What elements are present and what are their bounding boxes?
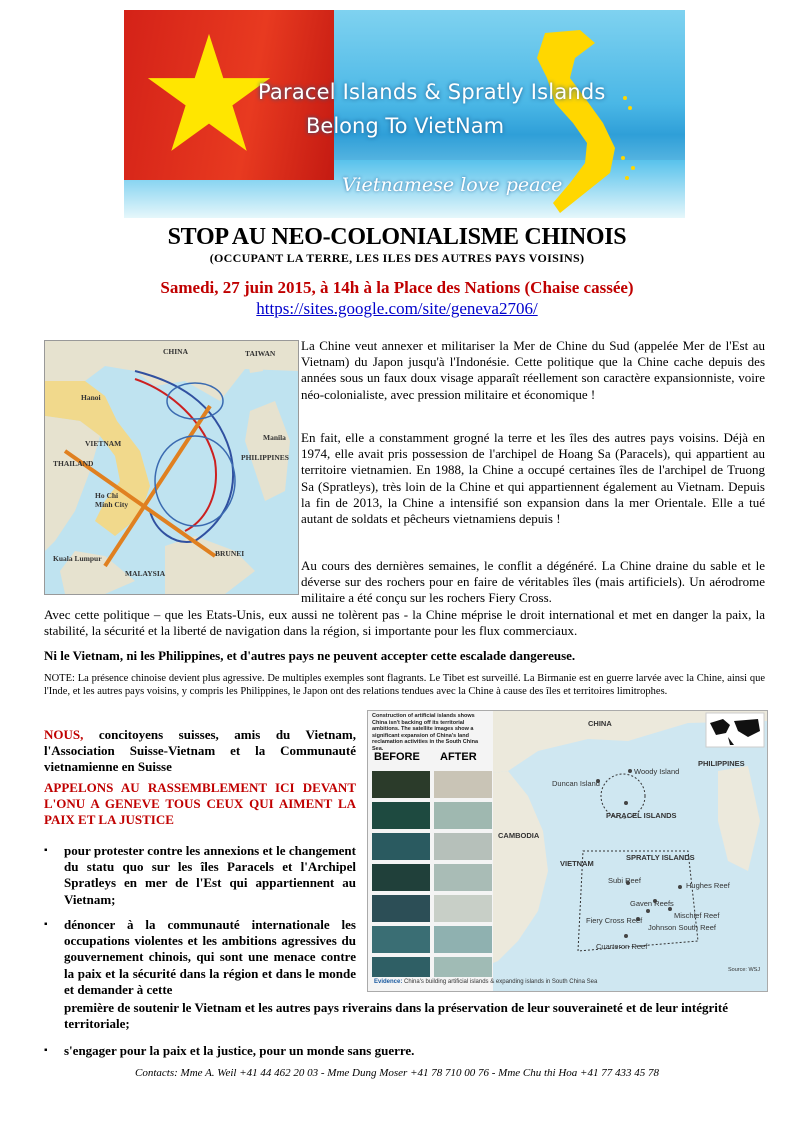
map2-label-gaven: Gaven Reefs	[630, 899, 674, 908]
map2-label-subi: Subi Reef	[608, 876, 641, 885]
map1-label-philippines: PHILIPPINES	[241, 453, 289, 462]
bullet-text-2-continued: première de soutenir le Vietnam et les autres pays riverains dans la préservation de leur souveraineté et de leur intégrité territoriale;	[64, 1000, 728, 1032]
after-thumb-6	[434, 926, 492, 953]
bullet-text-3: s'engager pour la paix et la justice, pour un monde sans guerre.	[64, 1043, 415, 1058]
map2-label-china: CHINA	[588, 719, 612, 728]
evidence-label: Evidence:	[374, 979, 403, 985]
before-thumb-7	[372, 957, 430, 977]
bold-statement: Ni le Vietnam, ni les Philippines, et d'autres pays ne peuvent accepter cette escalade dangereuse.	[44, 648, 576, 663]
banner-subtitle: Vietnamese love peace	[342, 174, 563, 196]
map2-label-mischief: Mischief Reef	[674, 911, 720, 920]
banner-title-line1: Paracel Islands & Spratly Islands	[258, 80, 606, 104]
before-thumb-4	[372, 864, 430, 891]
event-link[interactable]: https://sites.google.com/site/geneva2706/	[256, 299, 538, 318]
map1-label-china: CHINA	[163, 347, 189, 356]
before-thumb-3	[372, 833, 430, 860]
map2-label-cuarteron: Cuarteron Reef	[596, 942, 648, 951]
map1-label-brunei: BRUNEI	[215, 549, 245, 558]
map2-label-fiery: Fiery Cross Reef	[586, 916, 643, 925]
after-thumb-1	[434, 771, 492, 798]
before-thumb-5	[372, 895, 430, 922]
map2-label-duncan: Duncan Island	[552, 779, 600, 788]
map1-label-malaysia: MALAYSIA	[125, 569, 166, 578]
map2-label-spratly: SPRATLY ISLANDS	[626, 853, 695, 862]
page-subtitle: (OCCUPANT LA TERRE, LES ILES DES AUTRES PAYS VOISINS)	[209, 251, 585, 265]
map2-label-vietnam: VIETNAM	[560, 859, 594, 868]
bullet-icon: ▪	[44, 919, 48, 930]
paragraph-3: Au cours des dernières semaines, le conflit a dégénéré. La Chine draine du sable et le déverse sur des rochers pour en faire de véritables îles (mais artificiels). Un aérodrome militaire a été conçu sur les rochers Fiery Cross.	[301, 558, 765, 606]
before-thumb-2	[372, 802, 430, 829]
after-thumb-3	[434, 833, 492, 860]
after-label: AFTER	[440, 751, 477, 763]
contacts-line: Contacts: Mme A. Weil +41 44 462 20 03 - Mme Dung Moser +41 78 710 00 76 - Mme Chu thi Hoa +41 77 433 45 78	[135, 1067, 659, 1079]
bullet-item-1	[44, 843, 356, 908]
note-paragraph: NOTE: La présence chinoise devient plus agressive. De multiples exemples sont flagrants. Le Tibet est surveillé. La Birmanie est en guerre larvée avec la Chine, ainsi que l'Inde, et les autres pays voisins, y compris les Philippines, le Japon ont des relations tendues avec la Chine à cause des îles et territoires limitrophes.	[44, 673, 765, 697]
artificial-islands-map	[367, 710, 768, 992]
banner-title-line2: Belong To VietNam	[306, 114, 505, 138]
map2-label-philippines: PHILIPPINES	[698, 759, 745, 768]
map1-label-thailand: THAILAND	[53, 459, 94, 468]
south-china-sea-map	[44, 340, 299, 595]
before-thumb-6	[372, 926, 430, 953]
after-thumb-4	[434, 864, 492, 891]
map1-label-hcmc: Ho Chi Minh City	[95, 491, 129, 509]
call-headline: APPELONS AU RASSEMBLEMENT ICI DEVANT L'ONU A GENEVE TOUS CEUX QUI AIMENT LA PAIX ET LA JUSTICE	[44, 780, 356, 827]
map1-label-taiwan: TAIWAN	[245, 349, 276, 358]
banner-image	[124, 10, 685, 218]
paragraph-1: La Chine veut annexer et militariser la Mer de Chine du Sud (appelée Mer de l'Est au Vietnam) du Japon jusqu'à l'Indonésie. Cette politique que la Chine cache depuis des années sous un faux doux visage apparaît réellement son caractère expansionniste, voire néo-colonialiste, avec pression militaire et économique !	[301, 338, 765, 402]
map2-source: Source: WSJ	[728, 967, 761, 973]
after-thumb-5	[434, 895, 492, 922]
call-intro	[44, 727, 356, 775]
nous-text: concitoyens suisses, amis du Vietnam, l'Association Suisse-Vietnam et la Communauté vietnamienne en Suisse	[44, 727, 356, 774]
map1-label-kuala-lumpur: Kuala Lumpur	[53, 554, 102, 563]
map2-label-johnson: Johnson South Reef	[648, 923, 716, 932]
map2-label-woody: Woody Island	[634, 767, 680, 776]
map2-evidence	[374, 979, 597, 985]
map2-label-paracel: PARACEL ISLANDS	[606, 811, 677, 820]
bullet-icon: ▪	[44, 1045, 48, 1056]
bullet-item-3	[44, 1043, 764, 1059]
bullet-text-1: pour protester contre les annexions et le changement du statu quo sur les îles Paracels et l'Archipel Spratleys en mer de l'Est qui appartiennent au Vietnam;	[64, 843, 356, 907]
event-info: Samedi, 27 juin 2015, à 14h à la Place des Nations (Chaise cassée)	[160, 278, 634, 297]
bullet-text-2: dénoncer à la communauté internationale les occupations violentes et les ambitions agressives du gouvernement chinois, qui sont une menace contre la paix et la sécurité dans la région et dans le monde et demander à cette	[64, 917, 356, 997]
paragraph-2: En fait, elle a constamment grogné la terre et les îles des autres pays voisins. Déjà en 1974, elle avait pris possession de l'archipel de Hoang Sa (Paracels), qui appartient au territoire vietnamien. En 1988, la Chine a occupé certaines îles de l'archipel de Truong Sa (Spratleys), très loin de la Chine et qui appartiennent également au Vietnam. Depuis la fin de 2013, la Chine a intensifié son expansion dans la mer Orientale. Elle a tué autant de soldats et pêcheurs vietnamiens depuis !	[301, 430, 765, 527]
before-label: BEFORE	[374, 751, 420, 763]
map1-label-manila: Manila	[263, 433, 286, 442]
flag-star-icon	[144, 30, 274, 160]
map2-label-cambodia: CAMBODIA	[498, 831, 540, 840]
bullet-icon: ▪	[44, 845, 48, 856]
map1-label-hanoi: Hanoi	[81, 393, 101, 402]
after-thumb-7	[434, 957, 492, 977]
page-title: STOP AU NEO-COLONIALISME CHINOIS	[167, 224, 627, 250]
evidence-text: China's building artificial islands & expanding islands in South China Sea	[404, 979, 598, 985]
nous-label: NOUS,	[44, 727, 84, 742]
map2-caption: Construction of artificial islands shows China isn't backing off its territorial ambitions. The satellite images show a significant expansion of China's land reclamation activities in the South China Sea.	[372, 713, 479, 752]
map2-label-hughes: Hughes Reef	[686, 881, 730, 890]
paragraph-3-continued: Avec cette politique – que les Etats-Unis, eux aussi ne tolèrent pas - la Chine méprise le droit international et met en danger la paix, la stabilité, la sécurité et la liberté de navigation dans la région, si importante pour les flux commerciaux.	[44, 607, 765, 639]
bullet-item-2	[44, 917, 356, 998]
before-thumb-1	[372, 771, 430, 798]
map1-label-vietnam: VIETNAM	[85, 439, 122, 448]
after-thumb-2	[434, 802, 492, 829]
